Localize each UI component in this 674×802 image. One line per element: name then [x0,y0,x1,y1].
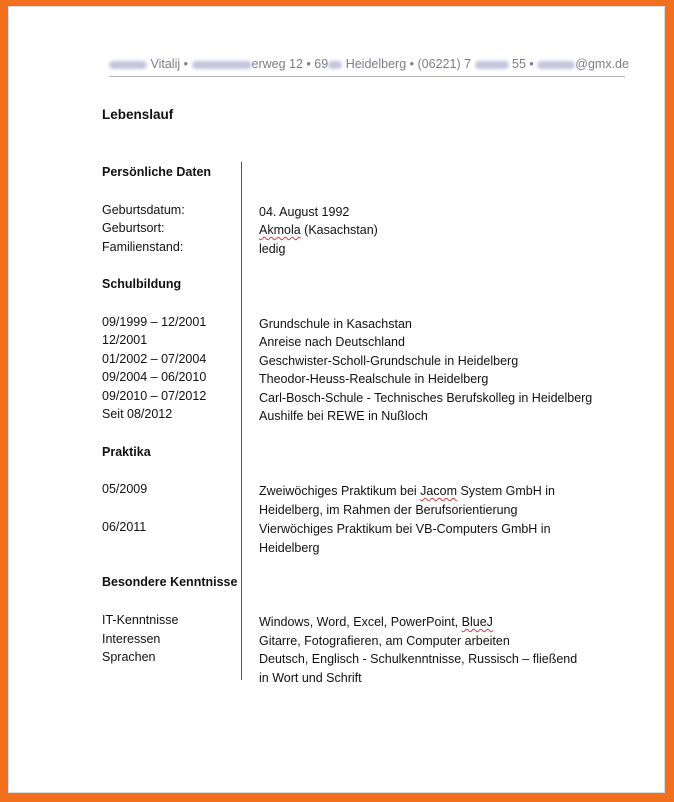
entry-value [259,482,559,519]
entry-value: Anreise nach Deutschland [259,335,405,349]
entry-label: 06/2011 [102,520,147,534]
entry-value [259,221,589,240]
column-divider [241,162,242,680]
header-phone-end: 55 [512,57,526,71]
header-rule [109,76,625,77]
document-page [8,6,665,793]
entry-value: Theodor-Heuss-Realschule in Heidelberg [259,372,489,386]
header-separator: • [409,57,415,71]
entry-value: Geschwister-Scholl-Grundschule in Heidelberg [259,354,519,368]
entry-value: Aushilfe bei REWE in Nußloch [259,409,428,423]
entry-label: Seit 08/2012 [102,407,173,421]
section-heading-skills: Besondere Kenntnisse [102,575,238,589]
entry-value-rest: (Kasachstan) [300,223,378,237]
entry-label: 09/2004 – 06/2010 [102,370,207,384]
spellcheck-word: BlueJ [461,615,493,629]
entry-label: Interessen [102,632,161,646]
entry-value: Gitarre, Fotografieren, am Computer arbeiten [259,634,510,648]
header-first-name: Vitalij [150,57,181,71]
entry-label: Familienstand: [102,240,184,254]
entry-value: ledig [259,242,286,256]
header-city: Heidelberg [345,57,407,71]
entry-value-pre: Zweiwöchiges Praktikum bei [259,484,421,498]
entry-label: 01/2002 – 07/2004 [102,352,207,366]
header-separator: • [183,57,189,71]
redacted-phone [475,61,509,69]
entry-value-pre: Windows, Word, Excel, PowerPoint, [259,615,462,629]
entry-value [259,613,589,632]
spellcheck-word: Jacom [420,484,457,498]
section-heading-school: Schulbildung [102,277,182,291]
entry-label: Sprachen [102,650,156,664]
redacted-email [537,61,575,69]
contact-header [109,57,629,71]
section-heading-internships: Praktika [102,445,151,459]
entry-value: Deutsch, Englisch - Schulkenntnisse, Russisch – fließend in Wort und Schrift [259,652,578,685]
entry-label: 09/2010 – 07/2012 [102,389,207,403]
header-phone: (06221) 7 [417,57,472,71]
document-title: Lebenslauf [102,107,174,122]
entry-value: 04. August 1992 [259,205,350,219]
entry-label: Geburtsdatum: [102,203,185,217]
entry-label: 05/2009 [102,482,148,496]
entry-label: Geburtsort: [102,221,165,235]
entry-value: Grundschule in Kasachstan [259,317,412,331]
header-street: erweg 12 [251,57,303,71]
spellcheck-word: Akmola [259,223,301,237]
redacted-surname [109,61,147,69]
header-separator: • [529,57,534,71]
entry-value: Vierwöchiges Praktikum bei VB-Computers GmbH in Heidelberg [259,522,551,555]
header-separator: • [306,57,311,71]
redacted-postal [328,61,342,69]
section-heading-personal: Persönliche Daten [102,165,212,179]
entry-label: IT-Kenntnisse [102,613,179,627]
entry-value-post: System GmbH in Heidelberg, im Rahmen der Berufsorientierung [259,484,555,517]
redacted-street [192,61,252,69]
entry-label: 12/2001 [102,333,148,347]
header-postal: 69 [314,57,329,71]
entry-label: 09/1999 – 12/2001 [102,315,207,329]
header-email-domain: @gmx.de [575,57,629,71]
entry-value: Carl-Bosch-Schule - Technisches Berufskolleg in Heidelberg [259,391,593,405]
